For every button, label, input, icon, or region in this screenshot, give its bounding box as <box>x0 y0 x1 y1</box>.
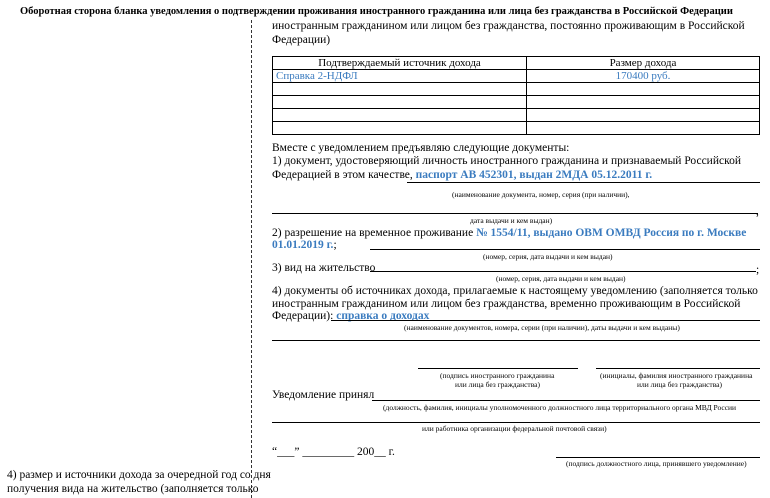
official-caption: (должность, фамилия, инициалы уполномоченного должностного лица территориального органа МВД России <box>383 403 737 412</box>
table-row <box>273 70 760 83</box>
cut-line-divider <box>251 20 252 498</box>
income-docs-line-2: иностранным гражданином или лицом без гражданства, временно проживающим в Российской <box>272 298 741 310</box>
income-table <box>272 56 760 135</box>
header-income-source: Подтверждаемый источник дохода <box>273 57 527 70</box>
income-amount-cell <box>527 109 760 122</box>
applicant-name-caption: (инициалы, фамилия иностранного гражданина <box>600 371 753 380</box>
table-header-row <box>273 57 760 70</box>
left-column-line-2: получения вида на жительство (заполняется только <box>7 483 259 495</box>
date-field[interactable]: “___” _________ 200__ г. <box>272 446 395 458</box>
official-name-line[interactable] <box>372 400 760 401</box>
income-docs-line-3: Федерации): <box>272 310 334 322</box>
applicant-signature-caption: (подпись иностранного гражданина <box>440 371 555 380</box>
applicant-name-caption-2: или лица без гражданства) <box>637 380 722 389</box>
documents-intro: Вместе с уведомлением предъявляю следующие документы: <box>272 142 570 154</box>
income-amount-cell <box>527 122 760 135</box>
income-source-cell <box>273 122 527 135</box>
income-docs-value: справка о доходах <box>336 310 430 322</box>
fill-line <box>331 320 760 321</box>
residence-card-label: 3) вид на жительство <box>272 262 376 274</box>
residence-card-caption: (номер, серия, дата выдачи и кем выдан) <box>496 274 626 283</box>
fill-line <box>272 213 758 214</box>
income-source-cell: Справка 2-НДФЛ <box>273 70 527 83</box>
income-amount-cell <box>527 96 760 109</box>
document-1-caption-2: дата выдачи и кем выдан) <box>470 216 553 225</box>
line-end-mark: ; <box>756 264 760 276</box>
official-signature-line[interactable] <box>556 457 760 458</box>
document-1-text: 1) документ, удостоверяющий личность иностранного гражданина и признаваемый Российской <box>272 155 742 167</box>
residence-permit-label: 2) разрешение на временное проживание <box>272 227 474 239</box>
applicant-signature-line[interactable] <box>418 368 578 369</box>
document-1-text-cont: Федерацией в этом качестве, <box>272 169 413 181</box>
income-docs-caption: (наименование документов, номера, серии (при наличии), даты выдачи и кем выданы) <box>404 323 680 332</box>
table-row <box>273 109 760 122</box>
table-row <box>273 83 760 96</box>
fill-line <box>272 340 760 341</box>
residence-permit-value: № 1554/11, выдано ОВМ ОМВД Россия по г. Москве <box>476 227 747 239</box>
income-docs-line-1: 4) документы об источниках дохода, прилагаемые к настоящему уведомлению (заполняется только <box>272 285 758 297</box>
residence-permit-suffix: ; <box>333 239 337 251</box>
passport-value: паспорт АВ 452301, выдан 2МДА 05.12.2011 г. <box>415 169 653 181</box>
official-signature-caption: (подпись должностного лица, принявшего уведомление) <box>566 459 747 468</box>
header-income-amount: Размер дохода <box>527 57 760 70</box>
income-source-cell <box>273 96 527 109</box>
income-source-cell <box>273 109 527 122</box>
applicant-signature-caption-2: или лица без гражданства) <box>455 380 540 389</box>
left-column-line-1: 4) размер и источники дохода за очередной год со дня <box>7 469 271 481</box>
line-end-mark: , <box>756 206 759 218</box>
continuation-line-2: Федерации) <box>272 34 331 46</box>
residence-permit-caption: (номер, серия, дата выдачи и кем выдан) <box>483 252 613 261</box>
fill-line <box>370 271 756 272</box>
fill-line <box>407 182 760 183</box>
continuation-line-1: иностранным гражданином или лицом без гражданства, постоянно проживающим в Российской <box>272 20 745 32</box>
fill-line <box>370 249 760 250</box>
fill-line <box>272 422 760 423</box>
official-caption-2: или работника организации федеральной почтовой связи) <box>422 424 607 433</box>
income-amount-cell: 170400 руб. <box>527 70 760 83</box>
table-row <box>273 96 760 109</box>
residence-permit-date: 01.01.2019 г. <box>272 239 334 251</box>
applicant-name-line[interactable] <box>596 368 760 369</box>
table-row <box>273 122 760 135</box>
page-title: Оборотная сторона бланка уведомления о подтверждении проживания иностранного гражданина или лица без гражданства в Российской Федерации <box>20 6 733 17</box>
document-1-caption: (наименование документа, номер, серия (при наличии), <box>452 190 630 199</box>
income-source-cell <box>273 83 527 96</box>
income-amount-cell <box>527 83 760 96</box>
accepted-by-label: Уведомление принял <box>272 389 375 401</box>
